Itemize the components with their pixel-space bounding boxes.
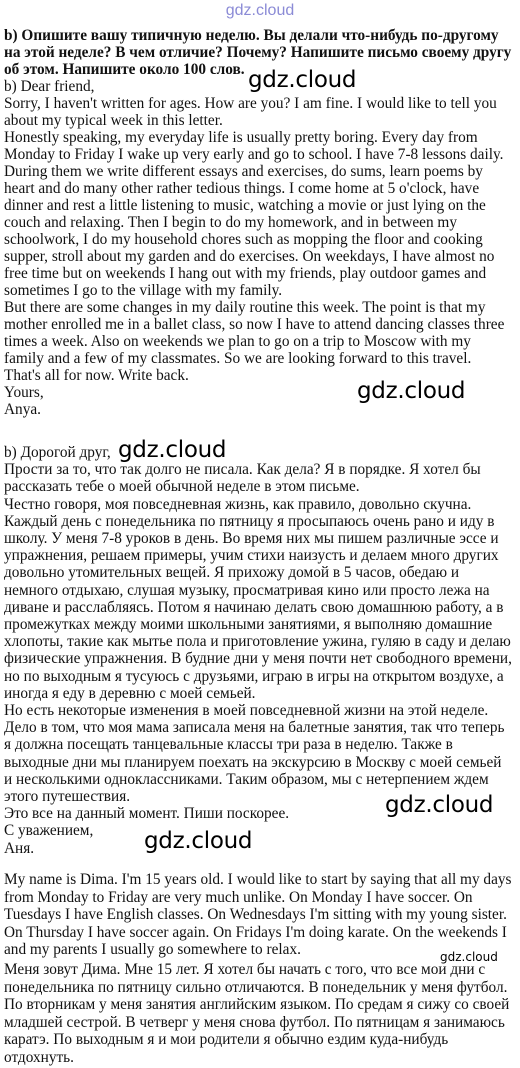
text-line: family and a few of my classmates. So we are looking forward to this travel. <box>4 350 472 367</box>
watermark: gdz.cloud <box>144 828 253 854</box>
text-line: heart and do many other rather tedious things. I come home at 5 o'clock, have <box>4 180 480 197</box>
text-line: отдохнуть. <box>4 1048 74 1066</box>
text-line: During them we write different essays and exercises, do sums, learn poems by <box>4 163 483 180</box>
text-line: But there are some changes in my daily routine this week. The point is that my <box>4 299 486 316</box>
text-line: times a week. Also on weekends we plan to go on a trip to Moscow with my <box>4 333 471 350</box>
text-line: иногда я еду в деревню с моей семьей. <box>4 684 256 702</box>
text-line: школу. У меня 7-8 уроков в день. Во время них мы пишем различные эссе и <box>4 530 499 547</box>
text-line: младшей сестрой. В четверг у меня снова футбол. По пятницам я занимаюсь <box>4 1013 505 1031</box>
text-line: физические упражнения. В будние дни у меня почти нет свободного времени, <box>4 650 512 668</box>
text-line: and my parents I usually go somewhere to relax. <box>4 941 301 958</box>
text-line: Аня. <box>4 839 35 857</box>
text-line: dinner and rest a little listening to music, watching a movie or just lying on the <box>4 197 486 214</box>
text-line: промежутках между моими школьными занятиями, я выполняю домашние <box>4 616 493 633</box>
text-line: каратэ. По выходным я и мои родители я обычно ездим куда-нибудь <box>4 1031 449 1048</box>
watermark: gdz.cloud <box>118 437 227 463</box>
text-line: schoolwork, I do my household chores such as mopping the floor and cooking <box>4 231 483 248</box>
text-line: supper, stroll about my garden and do exercises. On weekdays, I have almost no <box>4 248 495 265</box>
watermark: gdz.cloud <box>440 950 498 964</box>
text-line: Yours, <box>4 384 44 401</box>
text-line: That's all for now. Write back. <box>4 367 189 384</box>
top-watermark: gdz.cloud <box>225 2 295 19</box>
text-line: но по выходным я тусуюсь с друзьями, играю в игры на открытом воздухе, а <box>4 667 504 685</box>
text-line: на этой неделе? В чем отличие? Почему? Напишите письмо своему другу <box>4 44 512 62</box>
text-line: couch and relaxing. Then I begin to do my homework, and in between my <box>4 214 457 231</box>
text-line: free time but on weekends I hang out with my friends, play outdoor games and <box>4 265 487 282</box>
text-line: Это все на данный момент. Пиши поскорее. <box>4 805 290 823</box>
text-line: Каждый день с понедельника по пятницу я просыпаюсь очень рано и иду в <box>4 512 495 530</box>
text-line: я должна посещать танцевальные классы три раза в неделю. Также в <box>4 736 453 754</box>
text-line: Но есть некоторые изменения в моей повседневной жизни на этой неделе. <box>4 702 489 719</box>
text-line: Дело в том, что моя мама записала меня на балетные занятия, так что теперь <box>4 719 505 737</box>
watermark: gdz.cloud <box>385 792 494 818</box>
text-line: Tuesdays I have English classes. On Wednesdays I'm sitting with my young sister. <box>4 906 507 923</box>
text-line: mother enrolled me in a ballet class, so now I have to attend dancing classes three <box>4 316 505 333</box>
text-line: b) Dear friend, <box>4 78 95 95</box>
text-line: b) Опишите вашу типичную неделю. Вы делали что-нибудь по-другому <box>4 27 499 44</box>
text-line: Monday to Friday I wake up very early and go to school. I have 7-8 lessons daily. <box>4 146 504 163</box>
text-line: Honestly speaking, my everyday life is usually pretty boring. Every day from <box>4 129 478 146</box>
text-line: об этом. Напишите около 100 слов. <box>4 61 245 79</box>
text-line: немного отдыхаю, слушая музыку, просматривая кино или просто лежа на <box>4 581 490 599</box>
text-line: понедельника по пятницу сильно отличаются. В понедельник у меня футбол. <box>4 978 508 996</box>
text-line: sometimes I go to the village with my family. <box>4 282 283 299</box>
watermark: gdz.cloud <box>248 67 357 93</box>
text-line: выходные дни мы планируем поехать на экскурсию в Москву с моей семьей <box>4 753 502 771</box>
text-line: довольно утомительных вещей. Я прихожу домой в 5 часов, обедаю и <box>4 564 460 582</box>
text-line: On Thursday I have soccer again. On Fridays I'm doing karate. On the weekends I <box>4 923 507 941</box>
text-line: Честно говоря, моя повседневная жизнь, как правило, довольно скучна. <box>4 495 472 513</box>
text-line: My name is Dima. I'm 15 years old. I would like to start by saying that all my days <box>4 871 512 888</box>
text-line: хлопоты, такие как мытье пола и приготовление ужина, гуляю в саду и делаю <box>4 633 511 651</box>
text-line: from Monday to Friday are very much unlike. On Monday I have soccer. On <box>4 888 473 906</box>
text-line: этого путешествия. <box>4 788 131 805</box>
text-line: Меня зовут Дима. Мне 15 лет. Я хотел бы начать с того, что все мои дни с <box>4 961 486 978</box>
text-line: и несколькими одноклассниками. Таким образом, мы с нетерпением ждем <box>4 770 489 788</box>
text-line: упражнения, решаем примеры, учим стихи наизусть и делаем много других <box>4 547 499 565</box>
text-line: С уважением, <box>4 822 94 840</box>
text-line: По вторникам у меня занятия английским языком. По средам я сижу со своей <box>4 996 510 1013</box>
text-line: диване и расслабляясь. Потом я начинаю делать свою домашнюю работу, а в <box>4 598 504 616</box>
text-line: Прости за то, что так долго не писала. Как дела? Я в порядке. Я хотел бы <box>4 461 481 479</box>
text-line: рассказать тебе о моей обычной неделе в этом письме. <box>4 478 360 496</box>
watermark: gdz.cloud <box>357 378 466 404</box>
text-line: b) Дорогой друг, <box>4 444 111 461</box>
text-line: Sorry, I haven't written for ages. How are you? I am fine. I would like to tell you <box>4 95 497 112</box>
text-line: Anya. <box>4 401 41 418</box>
text-line: about my typical week in this letter. <box>4 112 223 129</box>
